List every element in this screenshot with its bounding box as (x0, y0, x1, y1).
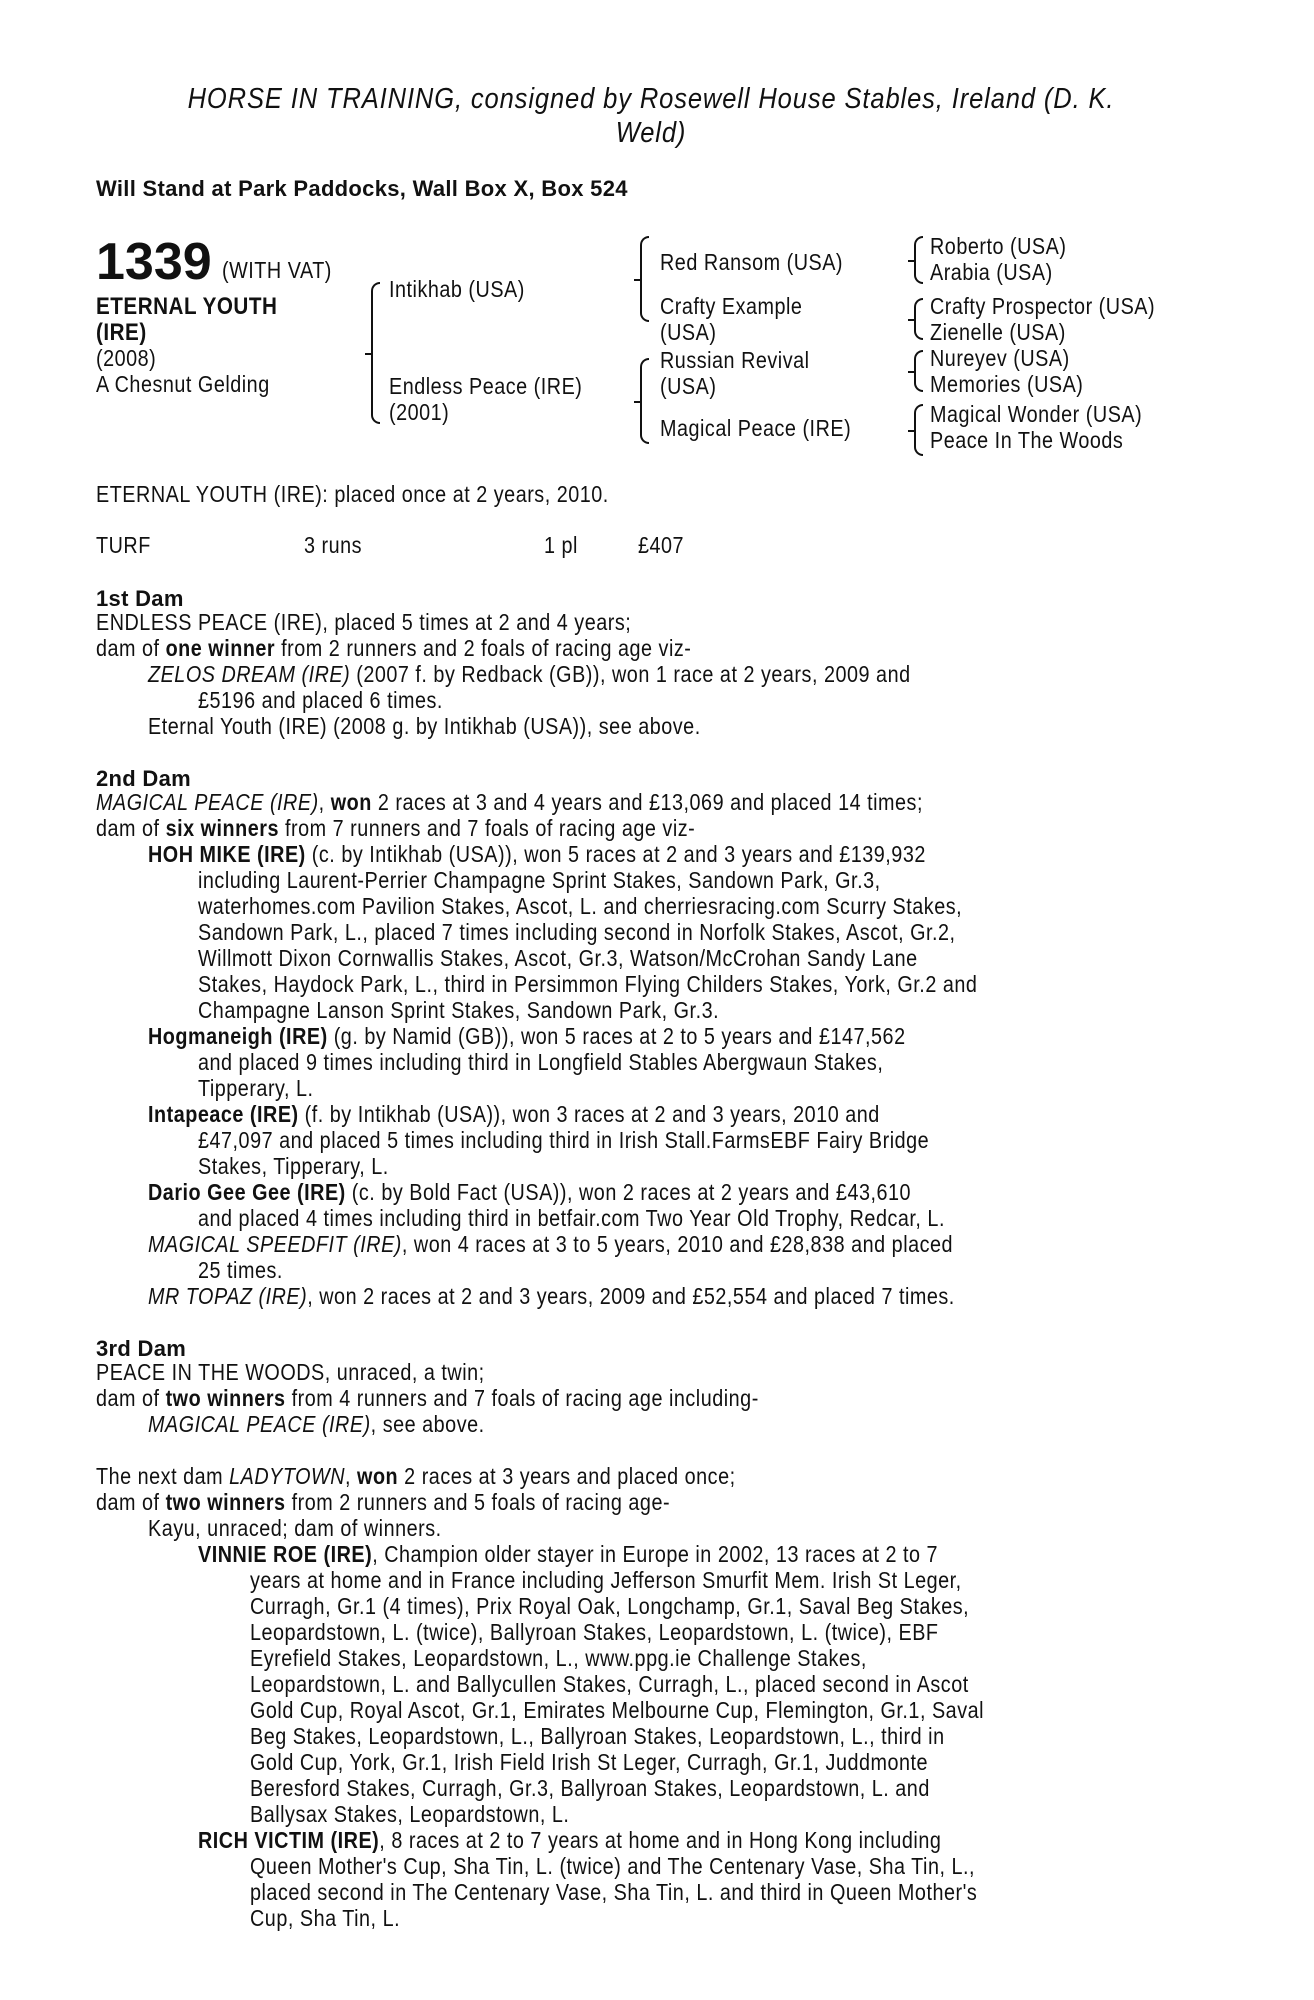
produce-magical-peace: MAGICAL PEACE (IRE), see above. (148, 1411, 485, 1437)
produce-vinnie-roe-6: Leopardstown, L. and Ballycullen Stakes, Curragh, L., placed second in Ascot (250, 1671, 969, 1697)
pedigree-dam-dam: Magical Peace (IRE) (660, 415, 852, 441)
stand-location: Will Stand at Park Paddocks, Wall Box X, Box 524 (96, 176, 628, 201)
third-dam-heading: 3rd Dam (96, 1336, 187, 1361)
produce-hogmaneigh-3: Tipperary, L. (198, 1075, 314, 1101)
pedigree-brace-sire (640, 236, 649, 322)
record-surface: TURF (96, 532, 151, 558)
produce-hoh-mike-2: including Laurent-Perrier Champagne Sprint Stakes, Sandown Park, Gr.3, (198, 867, 881, 893)
pedigree-brace-main (371, 282, 380, 424)
produce-vinnie-roe-8: Beg Stakes, Leopardstown, L., Ballyroan Stakes, Leopardstown, L., third in (250, 1723, 945, 1749)
pedigree-sire: Intikhab (USA) (389, 276, 525, 302)
pedigree-ddd: Peace In The Woods (930, 427, 1124, 453)
produce-rich-victim-4: Cup, Sha Tin, L. (250, 1905, 401, 1931)
next-dam-line: The next dam LADYTOWN, won 2 races at 3 years and placed once; (96, 1463, 736, 1489)
produce-vinnie-roe-9: Gold Cup, York, Gr.1, Irish Field Irish St Leger, Curragh, Gr.1, Juddmonte (250, 1749, 929, 1775)
pedigree-sdd: Zienelle (USA) (930, 319, 1066, 345)
pedigree-ssd: Arabia (USA) (930, 259, 1053, 285)
produce-eternal-youth: Eternal Youth (IRE) (2008 g. by Intikhab (USA)), see above. (148, 713, 701, 739)
horse-year: (2008) (96, 345, 157, 371)
pedigree-brace-ss (914, 236, 923, 284)
produce-intapeace-3: Stakes, Tipperary, L. (198, 1153, 389, 1179)
record-earnings: £407 (638, 532, 685, 558)
produce-intapeace-2: £47,097 and placed 5 times including third in Irish Stall.FarmsEBF Fairy Bridge (198, 1127, 930, 1153)
pedigree-dsd: Memories (USA) (930, 371, 1084, 397)
produce-hogmaneigh: Hogmaneigh (IRE) (g. by Namid (GB)), won 5 races at 2 to 5 years and £147,562 (148, 1023, 906, 1049)
pedigree-dss: Nureyev (USA) (930, 345, 1070, 371)
produce-vinnie-roe-4: Leopardstown, L. (twice), Ballyroan Stakes, Leopardstown, L. (twice), EBF (250, 1619, 939, 1645)
produce-magical-speedfit-2: 25 times. (198, 1257, 283, 1283)
pedigree-dds: Magical Wonder (USA) (930, 401, 1143, 427)
produce-hoh-mike: HOH MIKE (IRE) (c. by Intikhab (USA)), won 5 races at 2 and 3 years and £139,932 (148, 841, 926, 867)
pedigree-sire-dam: Crafty Example (660, 293, 803, 319)
race-record-summary: ETERNAL YOUTH (IRE): placed once at 2 years, 2010. (96, 481, 609, 507)
second-dam-heading: 2nd Dam (96, 766, 192, 791)
third-dam-produce-summary: dam of two winners from 4 runners and 7 foals of racing age including- (96, 1385, 759, 1411)
produce-hogmaneigh-2: and placed 9 times including third in Longfield Stables Abergwaun Stakes, (198, 1049, 884, 1075)
first-dam-line: ENDLESS PEACE (IRE), placed 5 times at 2 and 4 years; (96, 609, 632, 635)
pedigree-brace-sd (914, 298, 923, 340)
produce-intapeace: Intapeace (IRE) (f. by Intikhab (USA)), won 3 races at 2 and 3 years, 2010 and (148, 1101, 880, 1127)
lot-vat: (WITH VAT) (222, 257, 332, 283)
horse-name: ETERNAL YOUTH (96, 293, 278, 320)
produce-vinnie-roe-11: Ballysax Stakes, Leopardstown, L. (250, 1801, 570, 1827)
page-title: HORSE IN TRAINING, consigned by Rosewell House Stables, Ireland (D. K. Weld) (187, 83, 1115, 149)
next-dam-produce-summary: dam of two winners from 2 runners and 5 foals of racing age- (96, 1489, 671, 1515)
pedigree-sds: Crafty Prospector (USA) (930, 293, 1156, 319)
first-dam-produce-summary: dam of one winner from 2 runners and 2 foals of racing age viz- (96, 635, 692, 661)
record-runs: 3 runs (304, 532, 363, 558)
pedigree-sire-dam-country: (USA) (660, 319, 717, 345)
second-dam-produce-summary: dam of six winners from 7 runners and 7 foals of racing age viz- (96, 815, 696, 841)
lot-number: 1339 (96, 233, 212, 291)
produce-dario-gee-gee-2: and placed 4 times including third in betfair.com Two Year Old Trophy, Redcar, L. (198, 1205, 945, 1231)
pedigree-dam: Endless Peace (IRE) (389, 373, 583, 399)
pedigree-dam-sire: Russian Revival (660, 347, 810, 373)
horse-name-country: (IRE) (96, 319, 147, 346)
produce-rich-victim: RICH VICTIM (IRE), 8 races at 2 to 7 years at home and in Hong Kong including (198, 1827, 942, 1853)
pedigree-dam-sire-country: (USA) (660, 373, 717, 399)
produce-kayu: Kayu, unraced; dam of winners. (148, 1515, 442, 1541)
produce-rich-victim-3: placed second in The Centenary Vase, Sha Tin, L. and third in Queen Mother's (250, 1879, 978, 1905)
pedigree-brace-ds (914, 350, 923, 392)
produce-vinnie-roe: VINNIE ROE (IRE), Champion older stayer in Europe in 2002, 13 races at 2 to 7 (198, 1541, 939, 1567)
second-dam-line: MAGICAL PEACE (IRE), won 2 races at 3 and 4 years and £13,069 and placed 14 times; (96, 789, 923, 815)
pedigree-brace-dd (914, 404, 923, 456)
pedigree-sss: Roberto (USA) (930, 233, 1067, 259)
third-dam-line: PEACE IN THE WOODS, unraced, a twin; (96, 1359, 485, 1385)
produce-hoh-mike-6: Stakes, Haydock Park, L., third in Persimmon Flying Childers Stakes, York, Gr.2 and (198, 971, 978, 997)
first-dam-heading: 1st Dam (96, 586, 184, 611)
pedigree-brace-dam (640, 358, 649, 444)
produce-magical-speedfit: MAGICAL SPEEDFIT (IRE), won 4 races at 3 to 5 years, 2010 and £28,838 and placed (148, 1231, 954, 1257)
produce-rich-victim-2: Queen Mother's Cup, Sha Tin, L. (twice) and The Centenary Vase, Sha Tin, L., (250, 1853, 976, 1879)
produce-vinnie-roe-10: Beresford Stakes, Curragh, Gr.3, Ballyroan Stakes, Leopardstown, L. and (250, 1775, 930, 1801)
produce-hoh-mike-7: Champagne Lanson Sprint Stakes, Sandown Park, Gr.3. (198, 997, 720, 1023)
record-placed: 1 pl (544, 532, 578, 558)
pedigree-dam-year: (2001) (389, 399, 450, 425)
pedigree-sire-sire: Red Ransom (USA) (660, 249, 844, 275)
produce-vinnie-roe-3: Curragh, Gr.1 (4 times), Prix Royal Oak, Longchamp, Gr.1, Saval Beg Stakes, (250, 1593, 970, 1619)
produce-dario-gee-gee: Dario Gee Gee (IRE) (c. by Bold Fact (USA)), won 2 races at 2 years and £43,610 (148, 1179, 912, 1205)
produce-vinnie-roe-2: years at home and in France including Jefferson Smurfit Mem. Irish St Leger, (250, 1567, 962, 1593)
produce-mr-topaz: MR TOPAZ (IRE), won 2 races at 2 and 3 years, 2009 and £52,554 and placed 7 times. (148, 1283, 955, 1309)
produce-hoh-mike-3: waterhomes.com Pavilion Stakes, Ascot, L. and cherriesracing.com Scurry Stakes, (198, 893, 963, 919)
produce-vinnie-roe-7: Gold Cup, Royal Ascot, Gr.1, Emirates Melbourne Cup, Flemington, Gr.1, Saval (250, 1697, 985, 1723)
produce-hoh-mike-5: Willmott Dixon Cornwallis Stakes, Ascot, Gr.3, Watson/McCrohan Sandy Lane (198, 945, 918, 971)
produce-vinnie-roe-5: Eyrefield Stakes, Leopardstown, L., www.ppg.ie Challenge Stakes, (250, 1645, 867, 1671)
produce-hoh-mike-4: Sandown Park, L., placed 7 times including second in Norfolk Stakes, Ascot, Gr.2, (198, 919, 956, 945)
horse-description: A Chesnut Gelding (96, 371, 270, 397)
produce-zelos-dream-cont: £5196 and placed 6 times. (198, 687, 443, 713)
produce-zelos-dream: ZELOS DREAM (IRE) (2007 f. by Redback (GB)), won 1 race at 2 years, 2009 and (148, 661, 911, 687)
